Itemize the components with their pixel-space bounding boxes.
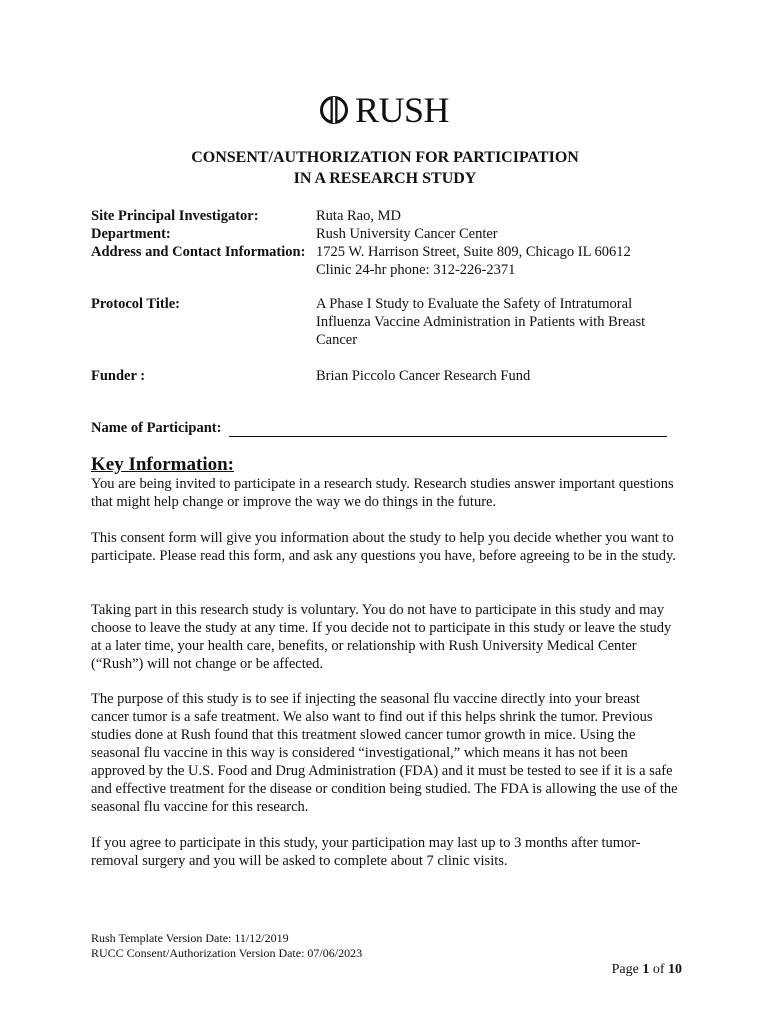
- study-info-block: [91, 207, 691, 279]
- participant-name-row: [91, 419, 681, 437]
- participant-name-line[interactable]: [229, 422, 667, 437]
- rush-logo-text: RUSH: [355, 90, 450, 130]
- funder-value: Brian Piccolo Cancer Research Fund: [316, 368, 531, 384]
- key-info-paragraph-2: This consent form will give you information about the study to help you decide whether you want to participate. Please read this form, and ask any questions you have, before agreeing to be in the study.: [91, 530, 676, 564]
- key-info-paragraph-4: The purpose of this study is to see if injecting the seasonal flu vaccine directly into your breast cancer tumor is a safe treatment. We also want to find out if this helps shrink the tumor. Previous studies done at Rush found that this treatment slowed cancer tumor growth in mice. Using the seasonal flu vaccine in this way is considered “investigational,” which means it has not been approved by the U.S. Food and Drug Administration (FDA) and it must be tested to see if it is a safe and effective treatment for the disease or condition being studied. The FDA is allowing the use of the seasonal flu vaccine for this research.: [91, 691, 678, 815]
- document-title-line1: CONSENT/AUTHORIZATION FOR PARTICIPATION: [191, 149, 579, 166]
- page-current: 1: [642, 962, 650, 977]
- pi-value: Ruta Rao, MD: [316, 208, 401, 224]
- address-row: [91, 243, 691, 261]
- funder-block: [91, 367, 691, 385]
- address-label: Address and Contact Information:: [91, 244, 306, 260]
- rush-logo: [319, 92, 449, 128]
- template-version-date: Rush Template Version Date: 11/12/2019: [91, 931, 289, 945]
- page-total: 10: [668, 962, 682, 977]
- protocol-block: [91, 295, 691, 349]
- pi-row: [91, 207, 691, 225]
- protocol-label: Protocol Title:: [91, 296, 180, 312]
- rucc-version-date: RUCC Consent/Authorization Version Date: 07/06/2023: [91, 946, 363, 960]
- phone-row: [91, 261, 691, 279]
- funder-label: Funder :: [91, 368, 146, 384]
- rush-emblem-icon: [319, 95, 349, 125]
- page-prefix: Page: [611, 962, 639, 977]
- key-information-heading: Key Information:: [91, 454, 235, 475]
- key-info-paragraph-1: You are being invited to participate in a research study. Research studies answer important questions that might help change or improve the way we do things in the future.: [91, 476, 674, 510]
- pi-label: Site Principal Investigator:: [91, 208, 259, 224]
- protocol-value: A Phase I Study to Evaluate the Safety of Intratumoral Influenza Vaccine Administration in Patients with Breast Cancer: [316, 296, 646, 348]
- department-value: Rush University Cancer Center: [316, 226, 498, 242]
- phone-value: Clinic 24-hr phone: 312-226-2371: [316, 262, 516, 278]
- page-number: [612, 962, 682, 978]
- footer-versions: [91, 931, 362, 961]
- key-info-paragraph-3: Taking part in this research study is voluntary. You do not have to participate in this study and may choose to leave the study at any time. If you decide not to participate in this study or leave the study at a later time, your health care, benefits, or relationship with Rush University Medical Center (“Rush”) will not change or be affected.: [91, 602, 672, 672]
- key-info-paragraph-5: If you agree to participate in this study, your participation may last up to 3 months after tumor-removal surgery and you will be asked to complete about 7 clinic visits.: [91, 835, 641, 869]
- address-value: 1725 W. Harrison Street, Suite 809, Chicago IL 60612: [316, 244, 631, 260]
- department-label: Department:: [91, 226, 171, 242]
- department-row: [91, 225, 691, 243]
- participant-name-label: Name of Participant:: [91, 420, 222, 436]
- document-title-line2: IN A RESEARCH STUDY: [293, 170, 477, 187]
- page-of: of: [652, 962, 665, 977]
